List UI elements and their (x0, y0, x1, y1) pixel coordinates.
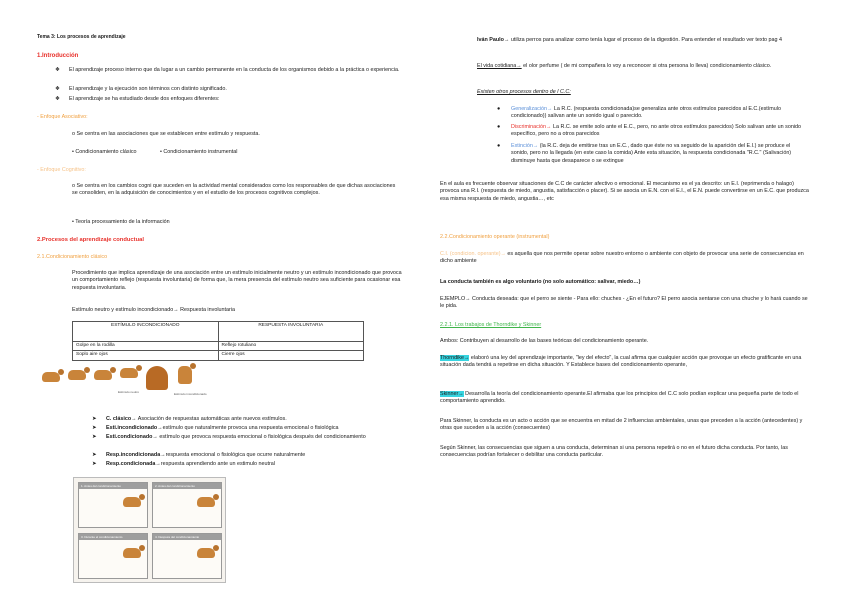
voluntary-line: La conducta también es algo voluntario (no solo automático: salivar, miedo…) (440, 279, 641, 285)
table-header: ESTÍMULO INCONDICIONADO (73, 322, 219, 342)
diagram-panel-title: 3. Durante el condicionamiento (81, 535, 123, 539)
definition-item: ➤ C. clásico→ Asociación de respuestas automáticas ante nuevos estímulos. (92, 416, 287, 422)
both-line: Ambos: Contribuyen al desarrollo de las bases teóricas del condicionamiento operante. (440, 338, 649, 344)
bullet-dot-icon: ● (497, 143, 501, 149)
process-item-extinction: ● Extinción→ (la R.C. deja de emitirse tras un E.C., dado que éste no va seguido de la aparición del E.I.) se produce el sonido, pero no la llegada (en este caso la comida) Ante esta situación, la respuesta condicionada "R.C." (Salivación) disminuye hasta que desaparece o se extingue (497, 143, 792, 164)
cognitivo-theory: • Teoría procesamiento de la información (72, 219, 170, 225)
dog-icon (178, 366, 192, 384)
dog-icon (123, 548, 141, 558)
process-item-discrimination: ● Discriminación→ La R.C. se emite solo ante el E.C., pero, no ante otros estímulos parecidos) Solo salivan ante un sonido específico, pero no a otros parecidos (497, 124, 802, 138)
figure-caption: Estímulo incondicionado (174, 392, 207, 396)
enfoque-cognitivo-heading: - Enfoque Cognitivo: (37, 167, 86, 173)
definition-item: ➤ Esti.condicionado→ estímulo que provoca respuesta emocional o fisiológica después del condicionamiento (92, 434, 366, 440)
diagram-panel-title: 4. Después del condicionamiento (155, 535, 200, 539)
arrow-bullet-icon: ➤ (92, 425, 97, 431)
diagram-panel (152, 482, 222, 528)
bullet-dot-icon: ● (497, 106, 501, 112)
dog-icon (120, 368, 138, 378)
table-cell: Reflejo rotuliano (218, 342, 364, 351)
pavlov-illustration (38, 362, 218, 412)
skinner-consequences-paragraph: Según Skinner, las consecuencias que siguen a una conducta, determinan si una persona repetirá o no en el futuro dicha conducta. Por tanto, las consecuencias podrían fortalecer o debilitar una conducta particular. (440, 445, 788, 459)
intro-bullet-3: ❖ El aprendizaje se ha estudiado desde dos enfoques diferentes: (55, 96, 220, 102)
diagram-panel (78, 482, 148, 528)
section-2-1-heading: 2.1.Condicionamiento clásico (37, 254, 108, 260)
bullet-dot-icon: ● (497, 124, 501, 130)
cognitivo-text: o Se centra en los cambios cogni que suceden en la actividad mental considerados como los responsables de que dichas asociaciones se consoliden, en la adquisición de conocimientos y en el estudio de los procesos cognitivos complejos. (72, 183, 396, 197)
figure-caption: Estímulo neutro (118, 390, 140, 394)
stimulus-line: Estímulo neutro y estímulo incondicionado→ Respuesta involuntaria (72, 307, 236, 313)
diagram-panel (152, 533, 222, 579)
arrow-bullet-icon: ➤ (92, 416, 97, 422)
diamond-bullet-icon: ❖ (55, 67, 60, 73)
operant-paragraph: C.I. (condicion. operante)→ es aquella que nos permite operar sobre nuestro entorno o ambiente con objeto de provocar una serie de consecuencias en dicho ambiente (440, 251, 804, 265)
process-item-generalization: ● Generalización→ La R.C. (respuesta condicionada)se generaliza ante otros estímulos parecidos al E.C.(estímulo condicionado)) salivan ante un sonido igual o parecido. (497, 106, 781, 120)
diagram-panel-title: 2. Antes del condicionamiento (155, 484, 195, 488)
diagram-panel (78, 533, 148, 579)
example-line: EJEMPLO→ Conducta deseada: que el perro se siente - Para ello: chuches - ¿En el futuro? El perro asocia sentarse con una chuche y lo hará cuando se le pida. (440, 296, 808, 310)
enfoque-asociativo-heading: - Enfoque Asociativo: (37, 114, 88, 120)
diamond-bullet-icon: ❖ (55, 86, 60, 92)
asociativo-text: o Se centra en las asociaciones que se establecen entre estímulo y respuesta. (72, 131, 260, 137)
table-row (73, 351, 364, 360)
skinner-antecedents-paragraph: Para Skinner, la conducta es un acto o acción que se encuentra en mitad de 2 influencias ambientales, unas que preceden a la acción (antecedentes) y otras que suceden a la acción (consecuentes) (440, 418, 803, 432)
table-cell: Cierre ojos (218, 351, 364, 360)
diagram-panel-title: 1. Antes del condicionamiento (81, 484, 121, 488)
daily-life-paragraph: El vida cotidiana→ el olor perfume ( de mi compañera lo voy a reconocer si otra persona lo lleva) condicionamiento clásico. (477, 63, 772, 69)
section-2-2-1-heading: 2.2.1. Los trabajos de Thorndike y Skinner (440, 322, 542, 328)
dog-icon (123, 497, 141, 507)
definition-item: ➤ Esti.incondicionado→estímulo que naturalmente provoca una respuesta emocional o fisiológica (92, 425, 339, 431)
dog-icon (94, 370, 112, 380)
section-2-2-heading: 2.2.Condicionamiento operante (instrumental) (440, 234, 550, 240)
intro-heading: 1.Introducción (37, 53, 79, 59)
classroom-paragraph: En el aula es frecuente observar situaciones de C.C de carácter afectivo o emocional. El mecanismo es el ya descrito: un E.I. (reprimenda o halago) provoca una R.I. (respuesta de miedo, angustia, satisfacción o placer). Si se asocia un E.N. con el E.I., el E.N. puede convertirse en un E.C. que produzca esa misma respuesta de miedo, angustia…, etc (440, 181, 809, 202)
dog-icon (197, 497, 215, 507)
arrow-bullet-icon: ➤ (92, 434, 97, 440)
intro-bullet-1: ❖ El aprendizaje proceso interno que da lugar a un cambio permanente en la conducta de los organismos debido a la práctica o experiencia. (55, 67, 400, 73)
conditioning-diagram (73, 477, 226, 583)
ivan-paulo-paragraph: Iván Paulo→ utiliza perros para analizar como tenía lugar el proceso de la digestión. Para entender el resultado ver texto pag 4 (477, 37, 783, 43)
intro-bullet-2: ❖ El aprendizaje y la ejecución son términos con distinto significado. (55, 86, 227, 92)
diamond-bullet-icon: ❖ (55, 96, 60, 102)
table-cell: Golpe en la rodilla (73, 342, 219, 351)
bell-icon (146, 366, 168, 390)
arrow-bullet-icon: ➤ (92, 452, 97, 458)
dog-icon (42, 372, 60, 382)
thorndike-paragraph: Thorndike→ elaboró una ley del aprendizaje importante, "ley del efecto", la cual afirma que cualquier acción que provoque un efecto gratificante en una situación dada tendrá a repetirse en dicha situación. Y Establece bases del condicionamiento operante, (440, 355, 802, 369)
classic-paragraph: Procedimiento que implica aprendizaje de una asociación entre un estímulo inicialmente neutro y un estímulo incondicionado que provoca un comportamiento reflejo (respuesta involuntaria) de forma que, la mera presencia del estímulo neutro sea suficiente para ocasionar esa respuesta involuntaria. (72, 270, 402, 291)
dog-icon (68, 370, 86, 380)
theme-title: Tema 3: Los procesos de aprendizaje (37, 34, 126, 40)
processes-heading: Existen otros procesos dentro de l C.C: (477, 89, 571, 95)
section-2-heading: 2.Procesos del aprendizaje conductual (37, 237, 144, 243)
asociativo-type-classic: • Condicionamiento clásico (72, 149, 137, 155)
table-header: RESPUESTA INVOLUNTARIA (218, 322, 364, 342)
arrow-bullet-icon: ➤ (92, 461, 97, 467)
skinner-paragraph: Skinner→ Desarrolla la teoría del condicionamiento operante.El afirmaba que los principios del C.C solo podían explicar una pequeña parte de todo el comportamiento aprendido. (440, 391, 799, 405)
table-row (73, 342, 364, 351)
table-cell: Soplo aire ojos (73, 351, 219, 360)
stimulus-response-table (72, 321, 364, 361)
definition-item: ➤ Resp.incondicionada→respuesta emocional o fisiológica que ocurre naturalmente (92, 452, 306, 458)
definition-item: ➤ Resp.condicionada→respuesta aprendiendo ante un estimulo neutral (92, 461, 276, 467)
asociativo-type-instrumental: • Condicionamiento instrumental (160, 149, 238, 155)
dog-icon (197, 548, 215, 558)
